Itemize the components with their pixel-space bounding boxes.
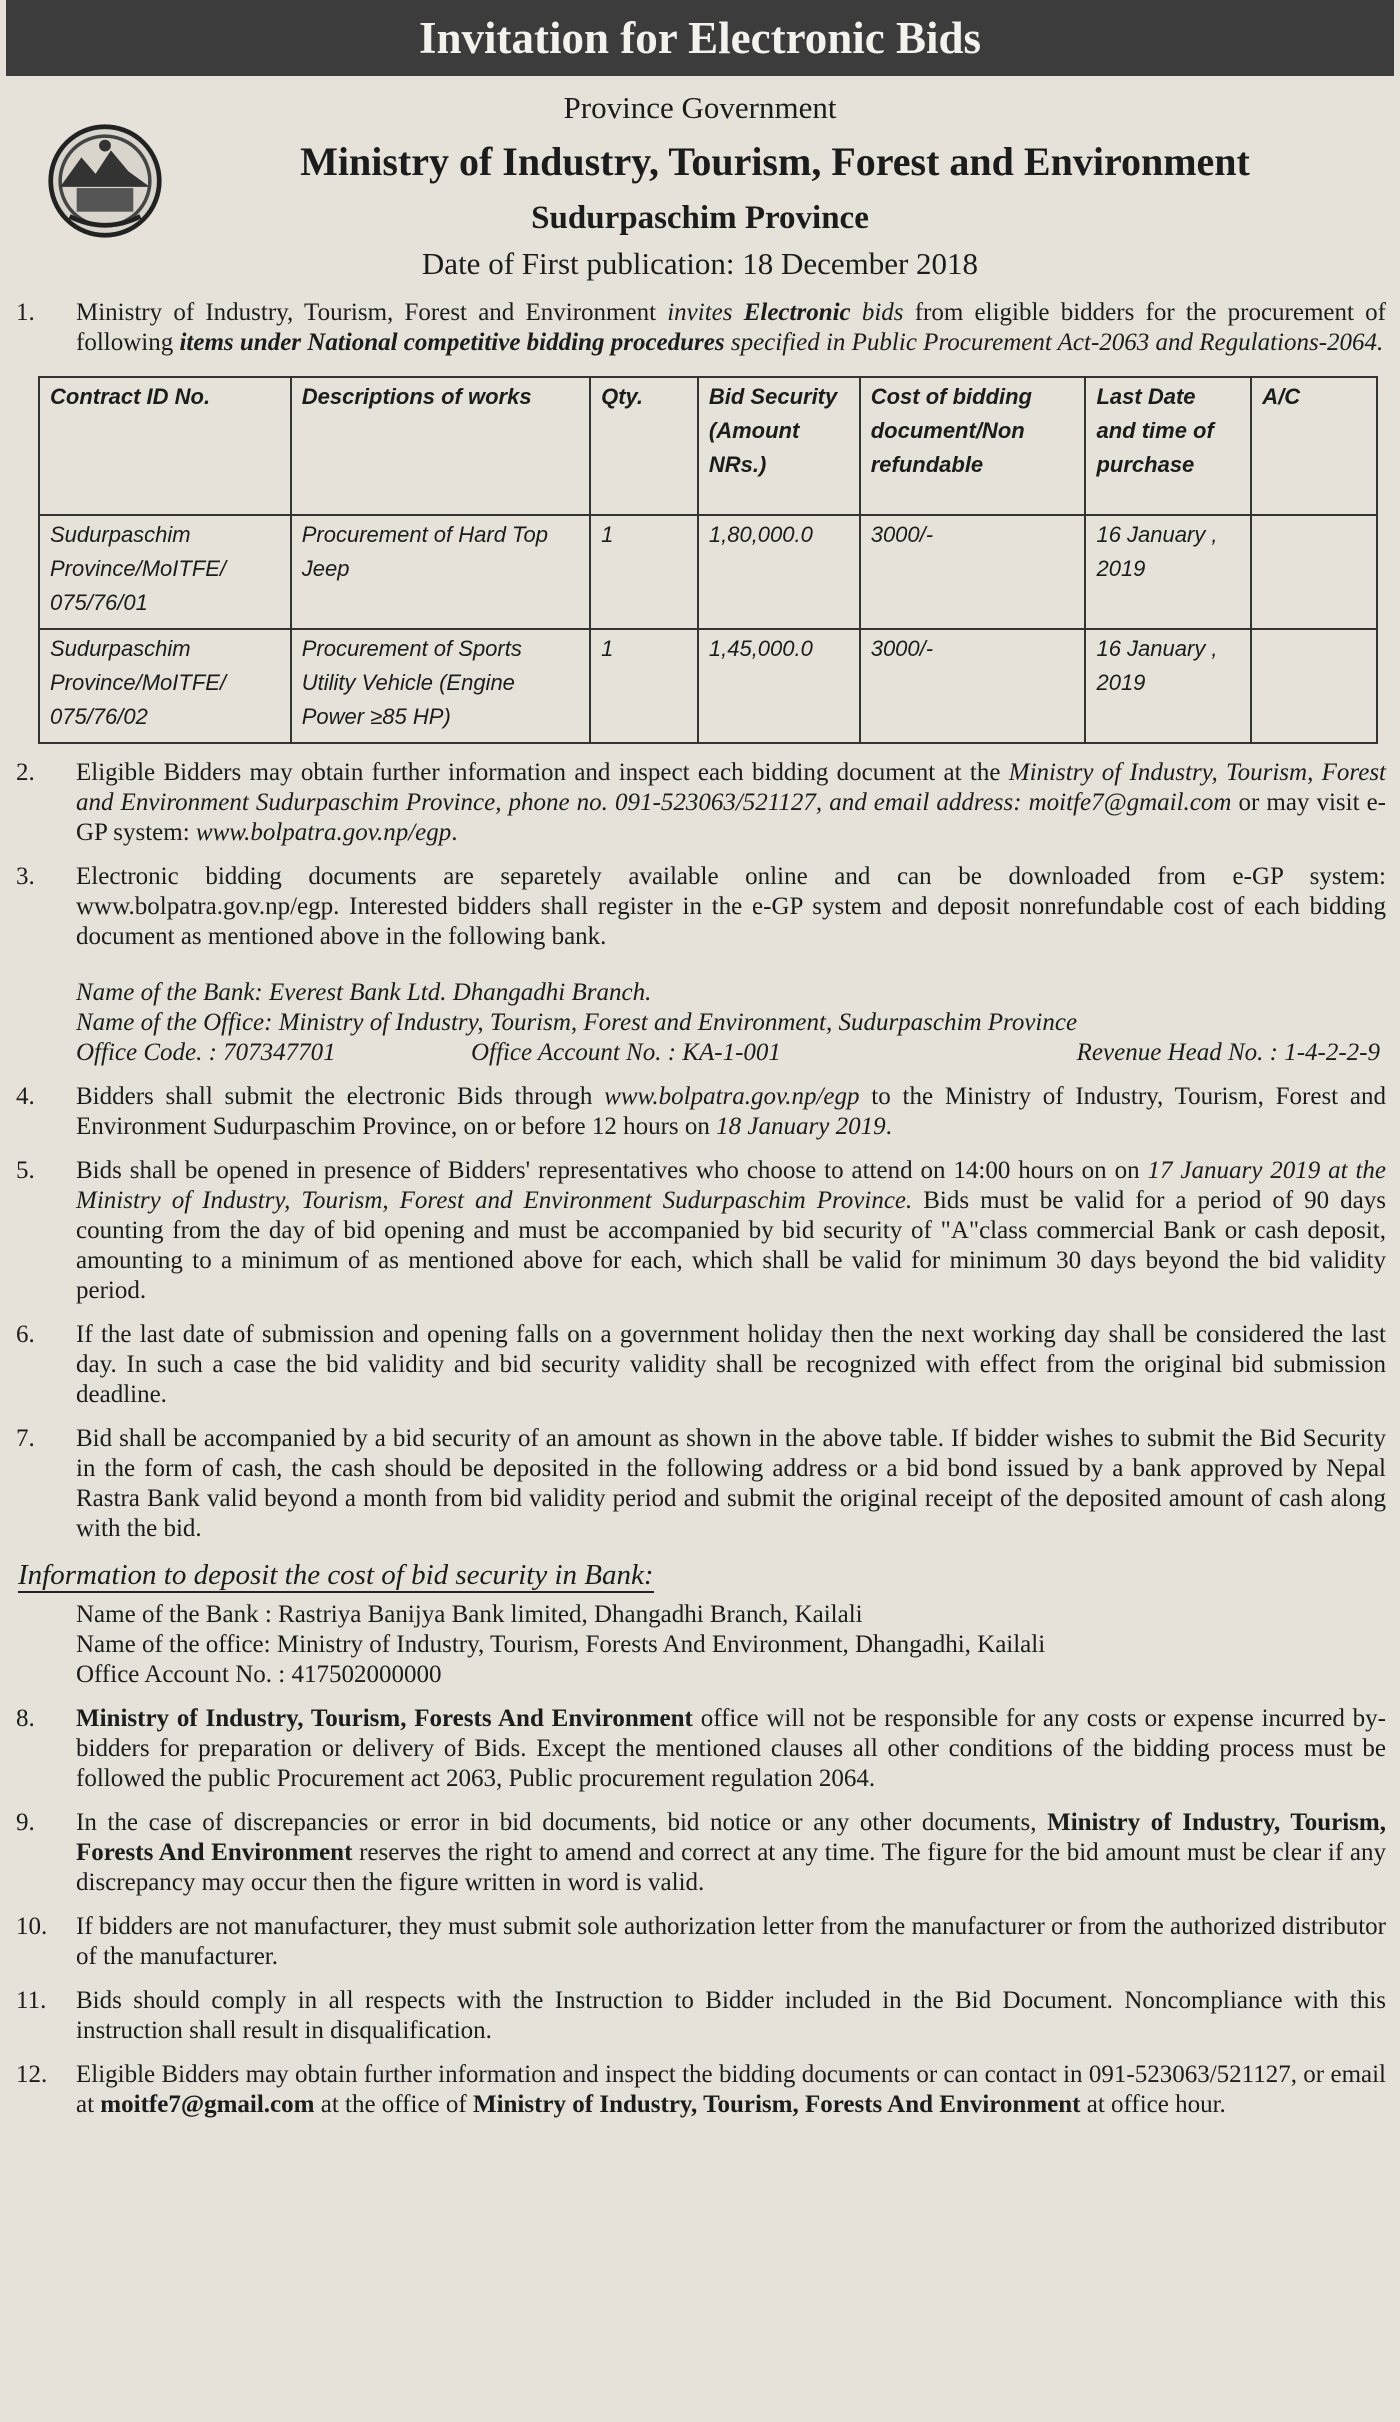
clause-text: or may visit e-GP system:: [76, 789, 1387, 846]
clause-number: 1.: [16, 299, 35, 326]
clause-text: office will not be responsible for any costs or expense incurred by-bidders for preparation or delivery of Bids. Except the mentioned clauses all other conditions of the bidding process must be followed the public Procurement act 2063, Public procurement regulation 2064.: [76, 1705, 1386, 1792]
clause-4: [6, 1082, 1394, 1142]
clause-text: If the last date of submission and opening falls on a government holiday then the next working day shall be considered the last day. In such a case the bid validity and bid security validity shall be recognized with effect from the original bid submission deadline.: [76, 1321, 1386, 1408]
table-header-cell: Last Date and time of purchase: [1085, 377, 1251, 515]
table-cell: 3000/-: [860, 629, 1086, 743]
clause-number: 6.: [16, 1321, 35, 1348]
section-heading: [6, 1558, 1394, 1592]
table-cell: [1251, 515, 1377, 629]
clause-text: from eligible bidders for the procurement of following: [76, 299, 1386, 356]
table-header-cell: Qty.: [590, 377, 698, 515]
clause-5: [6, 1156, 1394, 1306]
header-province-name: Sudurpaschim Province: [531, 200, 869, 236]
office-account: Office Account No. : KA-1-001: [471, 1039, 781, 1066]
header-publication-date: Date of First publication: 18 December 2018: [421, 246, 979, 281]
bank-details-everest: [6, 978, 1394, 1068]
clause-text-bold: Ministry of Industry, Tourism, Forests And Environment: [76, 1705, 693, 1732]
notice-banner: Invitation for Electronic Bids: [6, 0, 1394, 76]
clause-number: 8.: [16, 1705, 35, 1732]
bank-details-rastriya: [6, 1600, 1394, 1690]
bids-table: [38, 376, 1378, 744]
table-cell: Procurement of Sports Utility Vehicle (Engine Power ≥85 HP): [291, 629, 590, 743]
clause-text-italic: bids: [850, 299, 904, 326]
clause-number: 3.: [16, 863, 35, 890]
table-cell: Procurement of Hard Top Jeep: [291, 515, 590, 629]
table-header-cell: A/C: [1251, 377, 1377, 515]
clause-text-italic: specified in Public Procurement Act-2063 and Regulations-2064.: [724, 329, 1384, 356]
clause-text: Eligible Bidders may obtain further information and inspect each bidding document at the: [76, 759, 1009, 786]
clause-text: Ministry of Industry, Tourism, Forest and Environment: [76, 299, 668, 326]
clause-text: Bids should comply in all respects with the Instruction to Bidder included in the Bid Document. Noncompliance with this instruction shall result in disqualification.: [76, 1987, 1386, 2044]
office-name: Name of the office: Ministry of Industry, Tourism, Forests And Environment, Dhangadhi, Kailali: [76, 1631, 1046, 1658]
table-header-cell: Descriptions of works: [291, 377, 590, 515]
clause-text-bold-italic: items under National competitive bidding procedures: [179, 329, 725, 356]
table-cell: 3000/-: [860, 515, 1086, 629]
table-row: [39, 515, 1377, 629]
header-block: [6, 76, 1394, 298]
table-header-row: [39, 377, 1377, 515]
clause-6: [6, 1320, 1394, 1410]
clause-text-bold: Ministry of Industry, Tourism, Forests And Environment: [472, 2091, 1081, 2118]
table-cell: Sudurpaschim Province/MoITFE/ 075/76/02: [39, 629, 291, 743]
table-row: [39, 629, 1377, 743]
clause-text: at the office of: [314, 2091, 473, 2118]
email-link[interactable]: moitfe7@gmail.com: [100, 2091, 315, 2118]
bank-name: Name of the Bank: Everest Bank Ltd. Dhangadhi Branch.: [76, 979, 652, 1006]
clause-number: 7.: [16, 1425, 35, 1452]
clause-text: Bids shall be opened in presence of Bidders' representatives who choose to attend on 14:00 hours on on: [76, 1157, 1148, 1184]
table-cell: 1: [590, 629, 698, 743]
table-header-cell: Contract ID No.: [39, 377, 291, 515]
clause-number: 2.: [16, 759, 35, 786]
clause-text: at office hour.: [1080, 2091, 1226, 2118]
table-cell: 16 January , 2019: [1085, 515, 1251, 629]
table-cell: Sudurpaschim Province/MoITFE/ 075/76/01: [39, 515, 291, 629]
clause-12: [6, 2060, 1394, 2120]
clause-text-italic: www.bolpatra.gov.np/egp: [195, 819, 452, 846]
clause-text: In the case of discrepancies or error in bid documents, bid notice or any other documents,: [76, 1809, 1048, 1836]
clause-text: Eligible Bidders may obtain further information and inspect the bidding documents or can contact in 091-523063/521127, or email at: [76, 2061, 1386, 2118]
table-header-cell: Cost of bidding document/Non refundable: [860, 377, 1086, 515]
clause-7: [6, 1424, 1394, 1544]
clause-text: Bids must be valid for a period of 90 days counting from the day of bid opening and must be accompanied by bid security of "A"class commercial Bank or cash deposit, amounting to a minimum of as mentioned above for each, which shall be valid for minimum 30 days beyond the bid validity period.: [76, 1187, 1386, 1304]
table-cell: 1,45,000.0: [698, 629, 860, 743]
clause-number: 5.: [16, 1157, 35, 1184]
bank-codes-row: [76, 1038, 1394, 1068]
clause-text: If bidders are not manufacturer, they must submit sole authorization letter from the manufacturer or from the authorized distributor of the manufacturer.: [76, 1913, 1386, 1970]
clause-number: 4.: [16, 1083, 35, 1110]
clause-number: 11.: [16, 1987, 47, 2014]
clause-text: Electronic bidding documents are separetely available online and can be downloaded from e-GP system: www.bolpatra.gov.np/egp. Interested bidders shall register in the e-GP system and deposit nonrefundable cost of each bidding document as mentioned above in the following bank.: [76, 863, 1386, 950]
clause-2: [6, 758, 1394, 848]
table-cell: 1: [590, 515, 698, 629]
clause-9: [6, 1808, 1394, 1898]
clause-text: to the Ministry of Industry, Tourism, Forest and Environment Sudurpaschim Province, on or before 12 hours on: [76, 1083, 1386, 1140]
clause-text-italic: invites: [667, 299, 744, 326]
clause-text-italic: 17 January 2019 at the Ministry of Industry, Tourism, Forest and Environment Sudurpaschim Province.: [76, 1157, 1386, 1214]
office-code: Office Code. : 707347701: [76, 1039, 336, 1066]
clause-11: [6, 1986, 1394, 2046]
table-header-cell: Bid Security (Amount NRs.): [698, 377, 860, 515]
header-province-government: Province Government: [563, 90, 837, 125]
office-account: Office Account No. : 417502000000: [76, 1661, 442, 1688]
clause-3: [6, 862, 1394, 952]
table-cell: 1,80,000.0: [698, 515, 860, 629]
office-name: Name of the Office: Ministry of Industry, Tourism, Forest and Environment, Sudurpaschim Province: [76, 1009, 1078, 1036]
clause-text-italic: www.bolpatra.gov.np/egp: [604, 1083, 860, 1110]
table-cell: [1251, 629, 1377, 743]
section-heading-text: Information to deposit the cost of bid security in Bank:: [18, 1559, 654, 1591]
clause-text-italic: Ministry of Industry, Tourism, Forest and Environment Sudurpaschim Province, phone no. 091-523063/521127, and email address: moitfe7@gmail.com: [76, 759, 1386, 816]
clause-text: Bid shall be accompanied by a bid security of an amount as shown in the above table. If bidder wishes to submit the Bid Security in the form of cash, the cash should be deposited in the following address or a bid bond issued by a bank approved by Nepal Rastra Bank valid beyond a month from bid validity period and submit the original receipt of the deposited amount of cash along with the bid.: [76, 1425, 1386, 1542]
revenue-head: Revenue Head No. : 1-4-2-2-9: [1076, 1039, 1380, 1066]
clause-text: reserves the right to amend and correct at any time. The figure for the bid amount must be clear if any discrepancy may occur then the figure written in word is valid.: [76, 1839, 1386, 1896]
clause-text: .: [885, 1113, 892, 1140]
clause-10: [6, 1912, 1394, 1972]
clause-text: .: [451, 819, 458, 846]
clause-8: [6, 1704, 1394, 1794]
clause-text-italic: 18 January 2019: [716, 1113, 886, 1140]
clause-text-bold-italic: Electronic: [743, 299, 851, 326]
clause-number: 9.: [16, 1809, 35, 1836]
bank-name: Name of the Bank : Rastriya Banijya Bank limited, Dhangadhi Branch, Kailali: [76, 1601, 863, 1628]
table-cell: 16 January , 2019: [1085, 629, 1251, 743]
clause-text: Bidders shall submit the electronic Bids through: [76, 1083, 605, 1110]
clause-number: 12.: [16, 2061, 48, 2088]
clause-1: [6, 298, 1394, 358]
header-ministry-title: Ministry of Industry, Tourism, Forest and Environment: [300, 139, 1250, 184]
clause-text-bold: Ministry of Industry, Tourism, Forests And Environment: [76, 1809, 1386, 1866]
clause-number: 10.: [16, 1913, 48, 1940]
